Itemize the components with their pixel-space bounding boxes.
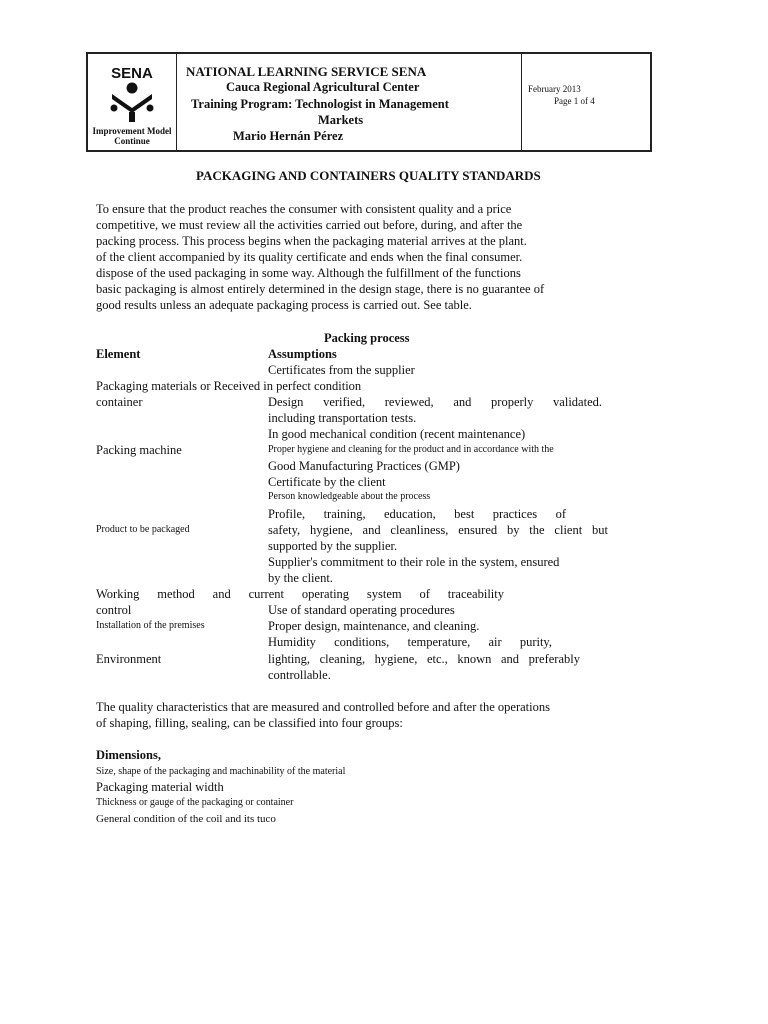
- program-line1: Training Program: Technologist in Management: [191, 97, 449, 111]
- table-cell-assumption: Profile, training, education, best practices of: [268, 507, 566, 521]
- dimension-item: Thickness or gauge of the packaging or container: [96, 797, 294, 808]
- dimension-item: General condition of the coil and its tuco: [96, 813, 276, 825]
- quality-line: of shaping, filling, sealing, can be classified into four groups:: [96, 716, 403, 730]
- table-cell-assumption: supported by the supplier.: [268, 539, 398, 553]
- table-cell-element: Product to be packaged: [96, 524, 190, 535]
- table-cell-element: container: [96, 395, 143, 409]
- table-cell-assumption: Supplier's commitment to their role in the system, ensured: [268, 555, 560, 569]
- intro-line: of the client accompanied by its quality certificate and ends when the final consumer.: [96, 250, 523, 264]
- logo-caption: [88, 126, 176, 146]
- document-title: PACKAGING AND CONTAINERS QUALITY STANDARDS: [196, 168, 541, 183]
- table-cell-assumption: controllable.: [268, 668, 331, 682]
- table-cell-element: Installation of the premises: [96, 620, 205, 631]
- table-cell-assumption: Good Manufacturing Practices (GMP): [268, 459, 460, 473]
- intro-line: basic packaging is almost entirely determined in the design stage, there is no guarantee of: [96, 282, 545, 296]
- intro-line: packing process. This process begins when the packaging material arrives at the plant.: [96, 234, 527, 248]
- table-cell-element: Packaging materials or Received in perfect condition: [96, 379, 362, 393]
- dimension-item: Size, shape of the packaging and machinability of the material: [96, 766, 346, 777]
- intro-line: dispose of the used packaging in some way. Although the fulfillment of the functions: [96, 266, 521, 280]
- table-cell-assumption: including transportation tests.: [268, 411, 417, 425]
- document-date: February 2013: [528, 84, 581, 94]
- table-cell-assumption: Design verified, reviewed, and properly validated.: [268, 395, 602, 409]
- logo-caption-line1: Improvement Model: [92, 126, 172, 136]
- table-cell-assumption: by the client.: [268, 571, 333, 585]
- column-header-element: Element: [96, 347, 141, 361]
- table-cell-element: Packing machine: [96, 443, 182, 457]
- author-name: Mario Hernán Pérez: [233, 129, 344, 143]
- document-header: [86, 52, 652, 152]
- center-name: Cauca Regional Agricultural Center: [226, 80, 420, 94]
- dimension-item: Packaging material width: [96, 780, 224, 794]
- table-cell-element: Working method and current operating system of traceability: [96, 587, 504, 601]
- intro-line: To ensure that the product reaches the consumer with consistent quality and a price: [96, 202, 512, 216]
- table-cell-assumption: Proper design, maintenance, and cleaning.: [268, 619, 480, 633]
- sena-logo: [104, 64, 160, 124]
- logo-text: SENA: [111, 65, 153, 82]
- page-number: Page 1 of 4: [554, 96, 595, 106]
- table-cell-assumption: Certificate by the client: [268, 475, 386, 489]
- table-cell-assumption: Person knowledgeable about the process: [268, 491, 431, 502]
- logo-cell: [88, 54, 177, 150]
- intro-line: good results unless an adequate packaging process is carried out. See table.: [96, 298, 472, 312]
- dimensions-heading: Dimensions,: [96, 748, 161, 762]
- table-cell-assumption: Humidity conditions, temperature, air purity,: [268, 635, 552, 649]
- column-header-assumptions: Assumptions: [268, 347, 337, 361]
- intro-line: competitive, we must review all the activities carried out before, during, and after the: [96, 218, 523, 232]
- logo-caption-line2: Continue: [114, 136, 150, 146]
- program-line2: Markets: [318, 113, 364, 127]
- table-cell-assumption: In good mechanical condition (recent maintenance): [268, 427, 526, 441]
- org-name: NATIONAL LEARNING SERVICE SENA: [186, 64, 427, 79]
- table-cell-assumption: lighting, cleaning, hygiene, etc., known and preferably: [268, 652, 580, 666]
- table-cell-assumption: Certificates from the supplier: [268, 363, 415, 377]
- table-cell-element: Environment: [96, 652, 162, 666]
- table-cell-assumption: Proper hygiene and cleaning for the product and in accordance with the: [268, 444, 554, 455]
- quality-line: The quality characteristics that are measured and controlled before and after the operations: [96, 700, 550, 714]
- table-cell-element: control: [96, 603, 132, 617]
- table-cell-assumption: Use of standard operating procedures: [268, 603, 455, 617]
- table-cell-assumption: safety, hygiene, and cleanliness, ensured by the client but: [268, 523, 608, 537]
- table-caption: Packing process: [324, 331, 410, 345]
